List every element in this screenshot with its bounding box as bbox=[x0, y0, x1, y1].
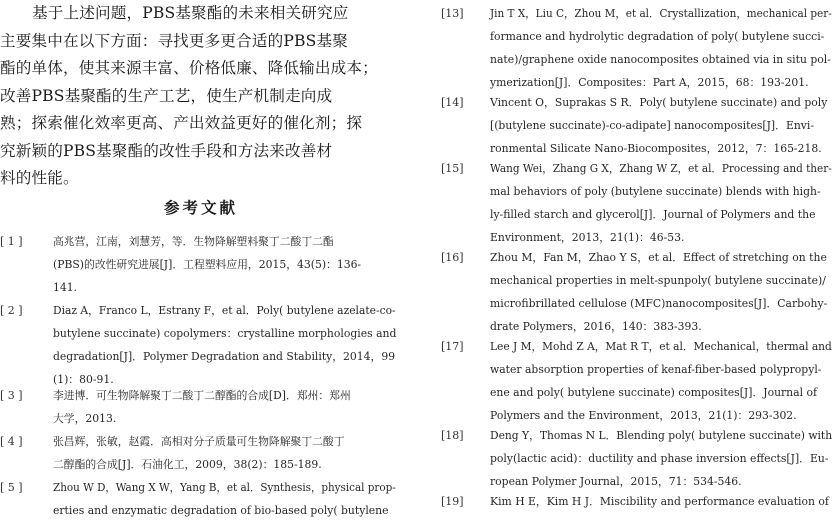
references-heading: 参考文献 bbox=[163, 199, 238, 217]
right-column bbox=[441, 0, 834, 522]
reference-line: Polymers and the Environment，2013，21(1)：293-302. bbox=[490, 409, 797, 422]
reference-line: (PBS)的改性研究进展[J]．工程塑料应用，2015，43(5)：136- bbox=[53, 258, 362, 271]
reference-line: mechanical properties in melt-spunpoly( butylene succinate)/ bbox=[490, 274, 826, 287]
reference-line: microfibrillated cellulose (MFC)nanocomposites[J]．Carbohy- bbox=[490, 297, 828, 310]
reference-text bbox=[53, 299, 396, 391]
reference-line: 大学，2013. bbox=[53, 412, 117, 425]
reference-number: [ 3 ] bbox=[0, 389, 23, 402]
reference-text bbox=[53, 384, 396, 430]
reference-line: 张昌辉，张敏，赵霞．高相对分子质量可生物降解聚丁二酸丁 bbox=[53, 435, 345, 448]
reference-line: poly(lactic acid)：ductility and phase inversion effects[J]．Eu- bbox=[490, 452, 829, 465]
reference-number: [13] bbox=[441, 7, 464, 20]
reference-text bbox=[490, 490, 834, 513]
reference-text bbox=[53, 430, 396, 476]
reference-line: 141. bbox=[53, 281, 78, 294]
reference-line: erties and enzymatic degradation of bio-based poly( butylene bbox=[53, 504, 389, 517]
reference-line: ropean Polymer Journal，2015，71：534-546. bbox=[490, 475, 742, 488]
reference-number: [ 1 ] bbox=[0, 235, 23, 248]
paragraph-line: 主要集中在以下方面：寻找更多更合适的PBS基聚 bbox=[0, 31, 348, 50]
reference-line: butylene succinate) copolymers：crystalline morphologies and bbox=[53, 327, 397, 340]
reference-number: [ 5 ] bbox=[0, 481, 23, 494]
paragraph-line: 究新颖的PBS基聚酯的改性手段和方法来改善材 bbox=[0, 141, 333, 160]
reference-line: Lee J M，Mohd Z A，Mat R T，et al．Mechanical，thermal and bbox=[490, 340, 832, 353]
reference-text bbox=[490, 157, 834, 249]
paragraph-line: 改善PBS基聚酯的生产工艺，使生产机制走向成 bbox=[0, 86, 333, 105]
reference-text bbox=[490, 91, 834, 160]
reference-line: drate Polymers，2016，140：383-393. bbox=[490, 320, 702, 333]
reference-line: Zhou M，Fan M，Zhao Y S，et al．Effect of stretching on the bbox=[490, 251, 827, 264]
reference-line: ymerization[J]．Composites：Part A，2015，68：193-201. bbox=[490, 76, 809, 89]
reference-number: [16] bbox=[441, 251, 464, 264]
reference-line: Diaz A，Franco L，Estrany F，et al．Poly( butylene azelate-co- bbox=[53, 304, 396, 317]
reference-line: [(butylene succinate)-co-adipate] nanocomposites[J]．Envi- bbox=[490, 119, 814, 132]
reference-text bbox=[53, 230, 396, 299]
reference-text bbox=[53, 476, 396, 522]
reference-line: Vincent O，Suprakas S R．Poly( butylene succinate) and poly bbox=[490, 96, 828, 109]
reference-line: Zhou W D，Wang X W，Yang B，et al．Synthesis，physical prop- bbox=[53, 481, 396, 494]
reference-line: degradation[J]．Polymer Degradation and Stability，2014，99 bbox=[53, 350, 396, 363]
paragraph-line: 料的性能。 bbox=[0, 169, 79, 187]
reference-line: 高兆营，江南，刘慧芳，等．生物降解塑料聚丁二酸丁二酯 bbox=[53, 235, 334, 248]
reference-line: ly-filled starch and glycerol[J]．Journal of Polymers and the bbox=[490, 208, 816, 221]
reference-text bbox=[490, 246, 834, 338]
reference-number: [ 2 ] bbox=[0, 304, 23, 317]
reference-line: (1)：80-91. bbox=[53, 373, 114, 386]
paragraph-line: 酯的单体，使其来源丰富、价格低廉、降低输出成本； bbox=[0, 59, 378, 77]
reference-number: [17] bbox=[441, 340, 464, 353]
reference-number: [19] bbox=[441, 495, 464, 508]
paragraph-line: 基于上述问题，PBS基聚酯的未来相关研究应 bbox=[32, 4, 349, 22]
reference-line: Environment，2013，21(1)：46-53. bbox=[490, 231, 685, 244]
reference-line: ronmental Silicate Nano-Biocomposites，2012，7：165-218. bbox=[490, 142, 822, 155]
reference-text bbox=[490, 2, 834, 94]
reference-line: water absorption properties of kenaf-fiber-based polypropyl- bbox=[490, 363, 822, 376]
paragraph-line: 熟；探索催化效率更高、产出效益更好的催化剂；探 bbox=[0, 114, 363, 132]
reference-line: Jin T X，Liu C，Zhou M，et al．Crystallization，mechanical per- bbox=[490, 7, 832, 20]
reference-line: ene and poly( butylene succinate) composites[J]．Journal of bbox=[490, 386, 817, 399]
reference-number: [ 4 ] bbox=[0, 435, 23, 448]
reference-text bbox=[490, 424, 834, 493]
reference-line: formance and hydrolytic degradation of poly( butylene succi- bbox=[490, 30, 825, 43]
reference-line: mal behaviors of poly (butylene succinate) blends with high- bbox=[490, 185, 821, 198]
reference-line: 二醇酯的合成[J]．石油化工，2009，38(2)：185-189. bbox=[53, 458, 322, 471]
reference-number: [14] bbox=[441, 96, 464, 109]
reference-line: 李进博．可生物降解聚丁二酸丁二醇酯的合成[D]．郑州：郑州 bbox=[53, 389, 351, 402]
reference-line: Kim H E，Kim H J．Miscibility and performance evaluation of bbox=[490, 495, 829, 508]
reference-line: Wang Wei，Zhang G X，Zhang W Z，et al．Processing and ther- bbox=[490, 162, 832, 175]
reference-line: Deng Y，Thomas N L．Blending poly( butylene succinate) with bbox=[490, 429, 833, 442]
reference-number: [15] bbox=[441, 162, 464, 175]
reference-text bbox=[490, 335, 834, 427]
reference-line: nate)/graphene oxide nanocomposites obtained via in situ pol- bbox=[490, 53, 831, 66]
left-column bbox=[0, 0, 402, 522]
reference-number: [18] bbox=[441, 429, 464, 442]
intro-paragraph bbox=[0, 0, 396, 193]
